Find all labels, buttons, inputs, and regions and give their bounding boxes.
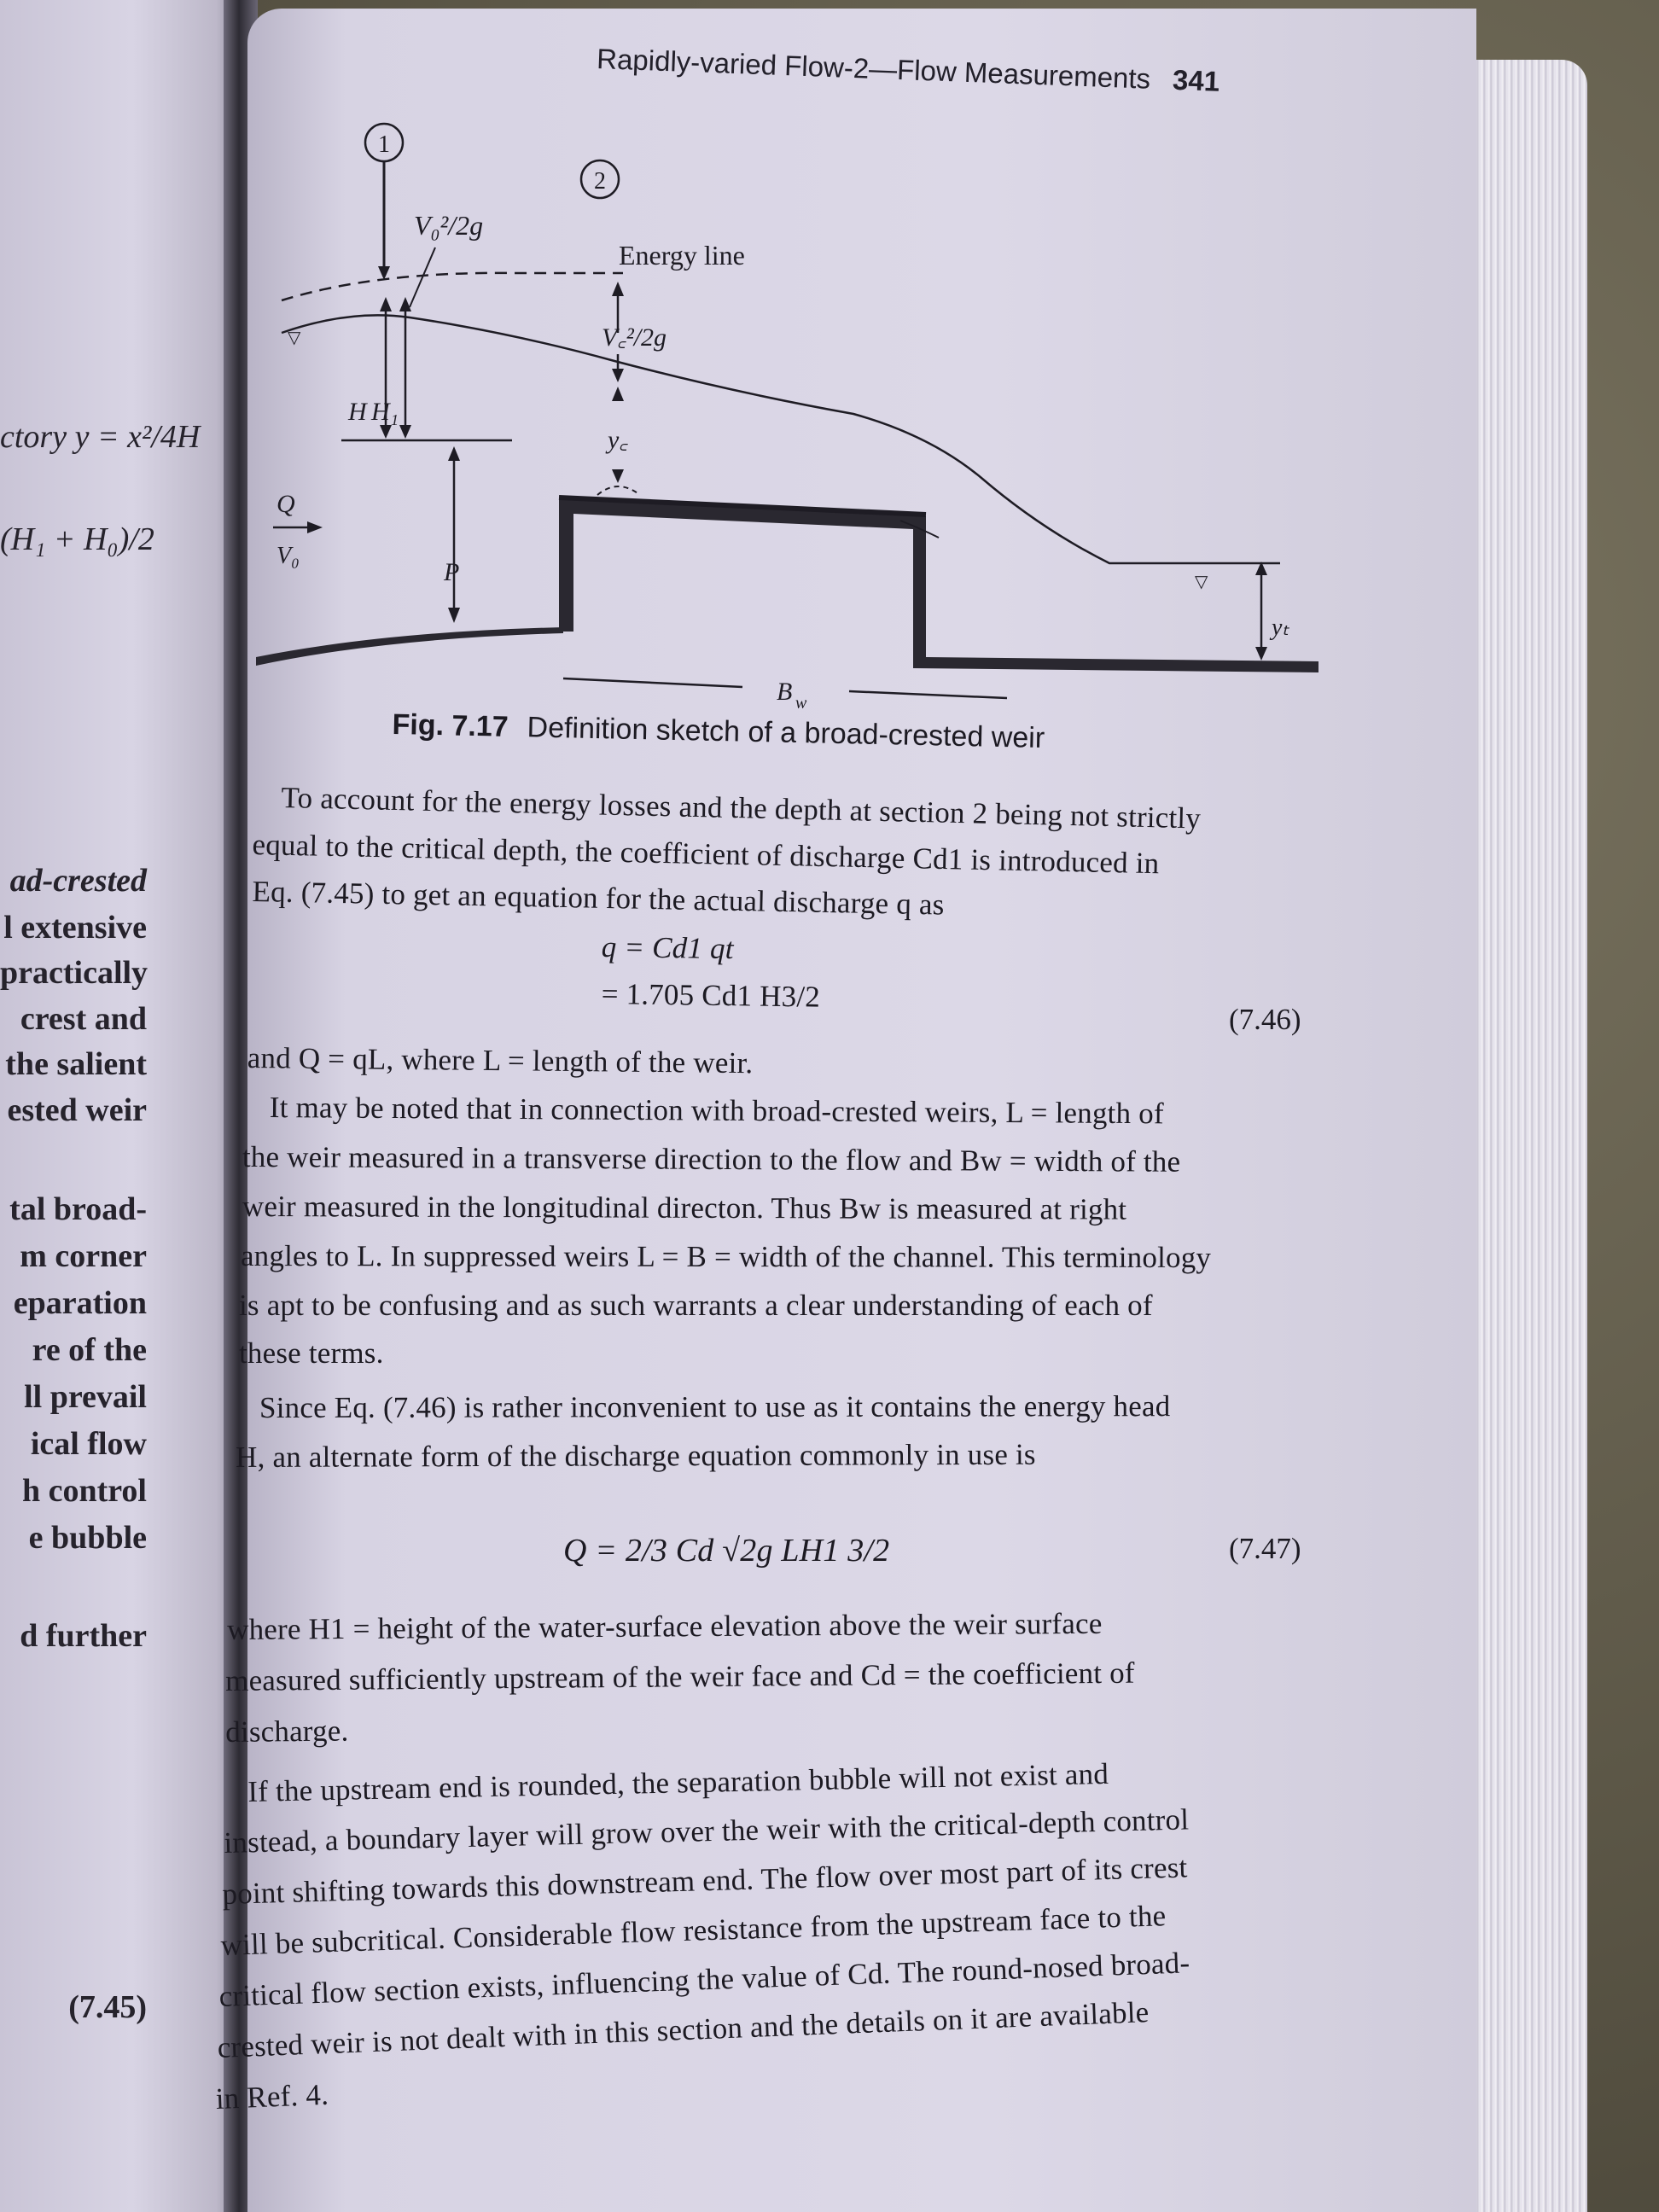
left-page: [0, 0, 241, 2212]
equation-747: Q = 2/3 Cd √2g LH1 3/2: [563, 1533, 890, 1569]
equation-746-number: (7.46): [1229, 1003, 1301, 1036]
left-line: (7.45): [68, 1989, 147, 2025]
p-label: P: [444, 558, 460, 586]
water-surface: [282, 315, 1280, 563]
arrow-head: [380, 425, 392, 439]
text-line: angles to L. In suppressed weirs L = B = width of the channel. This terminology: [240, 1239, 1212, 1274]
left-line: ad-crested: [9, 863, 147, 899]
arrow-head: [380, 297, 392, 311]
left-line: the salient: [5, 1046, 147, 1082]
bw-subscript: w: [795, 694, 807, 708]
page-edges: [1459, 60, 1587, 2212]
section-2-label: 2: [594, 168, 606, 195]
text-line: the weir measured in a transverse direction to the flow and Bw = width of the: [242, 1140, 1181, 1179]
yt-label: yₜ: [1272, 614, 1289, 641]
caption-text: Definition sketch of a broad-crested weir: [527, 711, 1045, 755]
arrow-head: [1255, 647, 1267, 661]
text-line: point shifting towards this downstream end. The flow over most part of its crest: [222, 1850, 1188, 1911]
weir-figure: [256, 119, 1331, 708]
energy-line: [282, 273, 623, 300]
text-line: equal to the critical depth, the coefficient of discharge Cd1 is introduced in: [252, 828, 1160, 881]
left-line: re of the: [32, 1332, 147, 1368]
left-line: (H₁ + H₀)/2: [0, 521, 154, 557]
bw-label: B: [777, 678, 793, 706]
equation-746-line1: q = Cd1 qt: [601, 930, 734, 966]
leader-line: [410, 247, 435, 307]
arrow-head: [612, 282, 624, 296]
left-line: ested weir: [7, 1092, 147, 1128]
arrow-head: [448, 608, 460, 623]
arrow-head: [612, 369, 624, 382]
text-line: and Q = qL, where L = length of the weir.: [247, 1041, 754, 1080]
left-line: h control: [21, 1473, 147, 1509]
left-line: ctory y = x²/4H: [0, 419, 201, 455]
arrow-head: [307, 521, 323, 533]
text-line: discharge.: [225, 1714, 349, 1749]
left-line: practically: [0, 955, 148, 991]
text-line: Since Eq. (7.46) is rather inconvenient to use as it contains the energy head: [259, 1389, 1171, 1424]
equation-746-line2: = 1.705 Cd1 H3/2: [601, 977, 821, 1014]
tailwater-symbol: ▽: [1195, 573, 1208, 591]
text-line: H, an alternate form of the discharge equation commonly in use is: [236, 1437, 1036, 1474]
channel-bed-upstream: [256, 627, 563, 666]
left-line: ical flow: [30, 1426, 147, 1462]
text-line: these terms.: [239, 1336, 384, 1370]
text-line: where H1 = height of the water-surface elevation above the weir surface: [227, 1606, 1103, 1646]
v0-label: V₀: [276, 543, 300, 569]
text-line: is apt to be confusing and as such warrants a clear understanding of each of: [239, 1289, 1153, 1322]
h1-label: H₁: [371, 398, 399, 426]
v0-head-label: V₀²/2g: [414, 210, 484, 241]
water-level-symbol: ▽: [288, 329, 301, 347]
running-head-title: Rapidly-varied Flow-2—Flow Measurements: [596, 43, 1151, 95]
left-line: crest and: [20, 1001, 147, 1037]
text-line: critical flow section exists, influencing the value of Cd. The round-nosed broad-: [218, 1946, 1190, 2013]
text-line: instead, a boundary layer will grow over the weir with the critical-depth control: [224, 1802, 1190, 1860]
text-line: crested weir is not dealt with in this section and the details on it are available: [217, 1995, 1150, 2064]
separation-bubble: [597, 486, 640, 495]
arrow-head: [448, 446, 460, 461]
text-line: If the upstream end is rounded, the separation bubble will not exist and: [247, 1756, 1109, 1808]
text-line: will be subcritical. Considerable flow resistance from the upstream face to the: [220, 1899, 1167, 1962]
h-label: H: [348, 398, 367, 426]
text-line: measured sufficiently upstream of the weir face and Cd = the coefficient of: [225, 1656, 1135, 1697]
left-line: eparation: [13, 1285, 147, 1321]
text-line: Eq. (7.45) to get an equation for the actual discharge q as: [252, 875, 945, 922]
q-label: Q: [276, 490, 295, 518]
left-line: ll prevail: [24, 1379, 147, 1415]
arrow-head: [399, 297, 411, 311]
bw-dimension-right: [849, 691, 1007, 698]
arrow-head: [612, 387, 624, 401]
caption-number: Fig. 7.17: [392, 708, 509, 743]
left-line: m corner: [20, 1238, 147, 1274]
vc-head-label: V꜀²/2g: [602, 323, 667, 352]
left-line: e bubble: [28, 1520, 147, 1556]
yc-label: y꜀: [608, 426, 628, 454]
left-line: l extensive: [3, 910, 147, 946]
text-line: To account for the energy losses and the depth at section 2 being not strictly: [281, 781, 1202, 835]
equation-747-number: (7.47): [1229, 1532, 1301, 1565]
text-line: It may be noted that in connection with broad-crested weirs, L = length of: [269, 1091, 1164, 1131]
text-line: in Ref. 4.: [215, 2077, 329, 2116]
arrow-head: [612, 469, 624, 483]
section-1-label: 1: [378, 131, 390, 158]
energy-line-label: Energy line: [619, 240, 745, 271]
left-line: d further: [20, 1618, 147, 1654]
page-number: 341: [1172, 63, 1220, 97]
bw-dimension-left: [563, 678, 742, 687]
arrow-head: [399, 425, 411, 439]
left-line: tal broad-: [9, 1191, 147, 1227]
text-line: weir measured in the longitudinal directon. Thus Bw is measured at right: [242, 1190, 1127, 1226]
